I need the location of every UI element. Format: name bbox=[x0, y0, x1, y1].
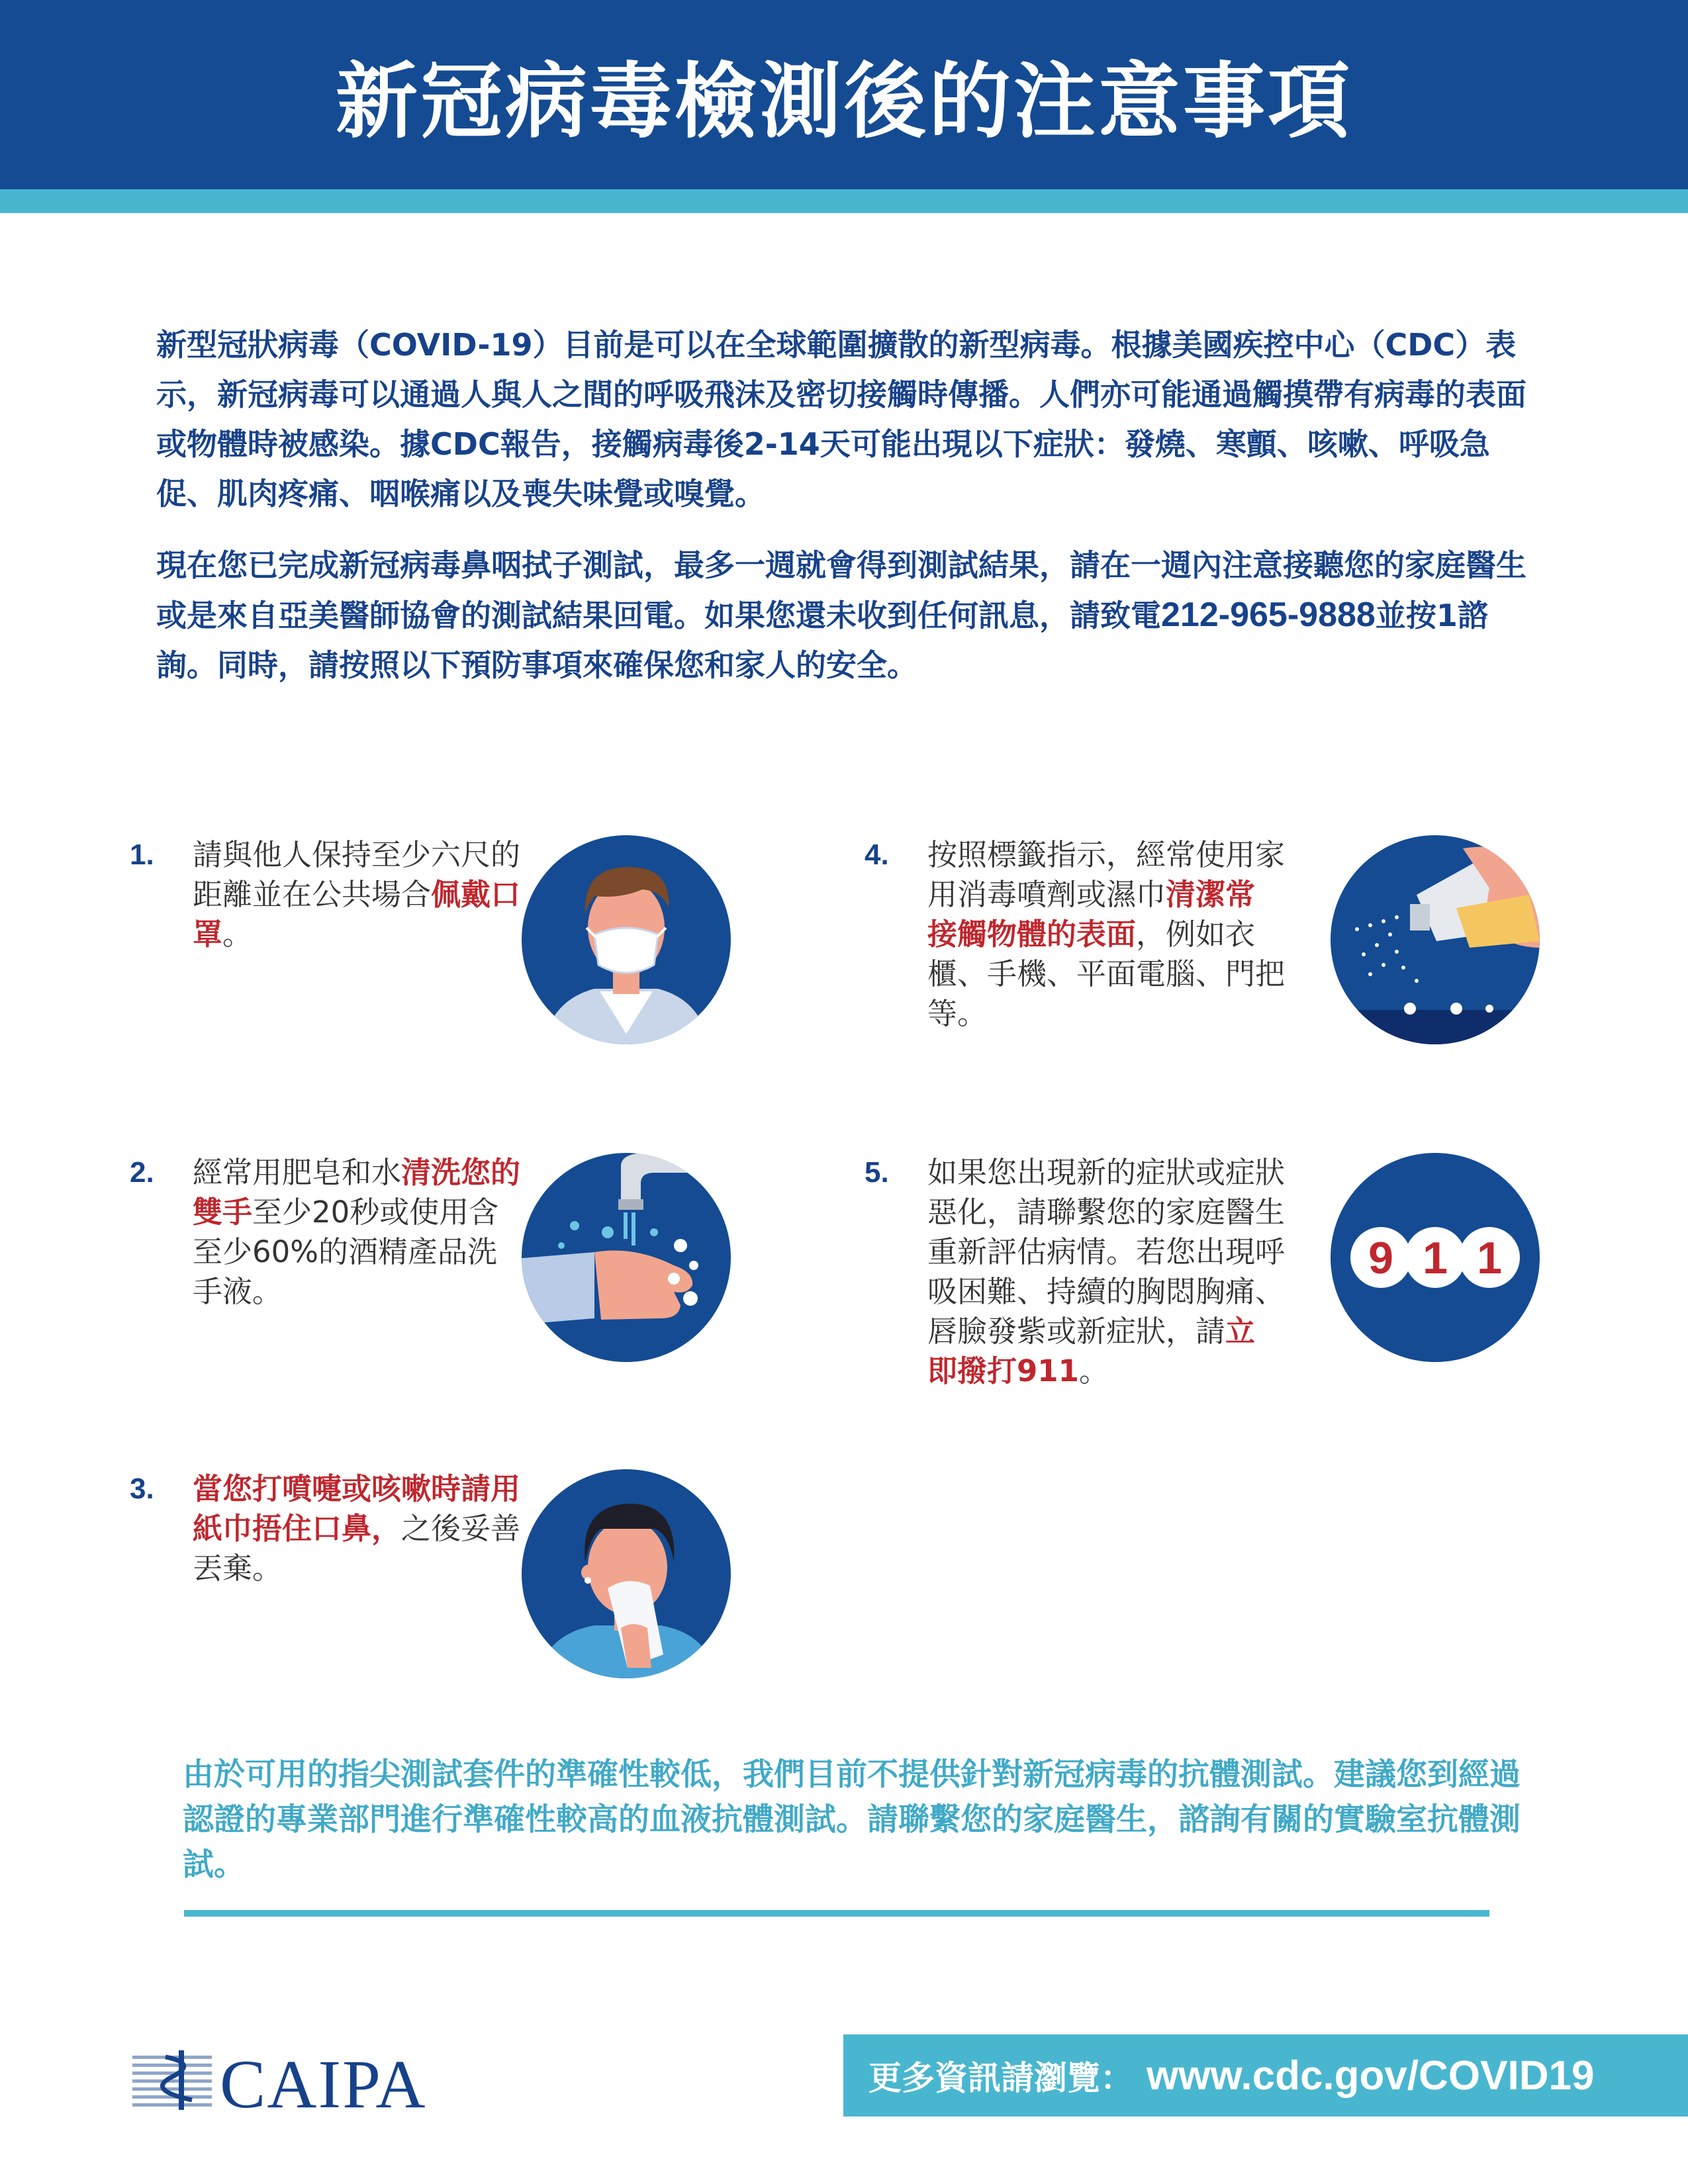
more-info-label: 更多資訊請瀏覽： bbox=[868, 2059, 1133, 2097]
intro-p2-text-a: 現在您已完成新冠病毒鼻咽拭子測試，最多一週就會得到測試結果，請在一週內注意接聽您的家庭醫生或是來自亞美醫師協會的測試結果回電。如果您還未收到任何訊息，請致電 bbox=[156, 547, 1526, 633]
tip-text-post: 至少20秒或使用含至少60%的酒精產品洗手液。 bbox=[193, 1195, 499, 1309]
caipa-logo bbox=[132, 2046, 530, 2122]
more-info-box bbox=[843, 2034, 1688, 2116]
disinfect-spray-icon bbox=[1331, 835, 1540, 1044]
tip-text bbox=[927, 1153, 1285, 1391]
tip-text bbox=[193, 835, 524, 954]
tip-text-pre: 按照標籤指示，經常使用家用消毒噴劑或濕巾 bbox=[927, 837, 1286, 912]
header-banner bbox=[0, 0, 1688, 189]
tip-number: 1. bbox=[130, 839, 154, 871]
digit-9: 9 bbox=[1368, 1233, 1393, 1283]
tip-text-highlight: 立即撥打911 bbox=[927, 1314, 1256, 1388]
tip-text-highlight: 佩戴口罩 bbox=[193, 877, 521, 952]
tip-number: 2. bbox=[130, 1156, 154, 1189]
intro-p2-text-b: 並按1諮詢。同時，請按照以下預防事項來確保您和家人的安全。 bbox=[156, 598, 1488, 683]
tip-text bbox=[927, 835, 1285, 1034]
tip-text bbox=[193, 1153, 524, 1312]
tip-item-2 bbox=[130, 1153, 726, 1391]
tip-item-5 bbox=[865, 1153, 1502, 1391]
tip-number: 4. bbox=[865, 839, 889, 871]
tissue-sneeze-icon bbox=[522, 1469, 731, 1678]
tip-item-4 bbox=[865, 835, 1460, 1073]
tip-text-pre: 請與他人保持至少六尺的距離並在公共場合 bbox=[193, 837, 521, 912]
tip-item-3 bbox=[130, 1469, 726, 1707]
tip-text-highlight: 清洗您的雙手 bbox=[193, 1155, 521, 1230]
caduceus-icon bbox=[132, 2050, 218, 2110]
divider-line bbox=[184, 1910, 1489, 1917]
tip-number: 5. bbox=[865, 1156, 889, 1189]
tip-item-1 bbox=[130, 835, 726, 1073]
tip-text-highlight: 清潔常接觸物體的表面 bbox=[927, 877, 1256, 952]
intro-paragraph-2 bbox=[156, 541, 1540, 690]
cdc-website-link[interactable]: www.cdc.gov/COVID19 bbox=[1147, 2052, 1595, 2099]
antibody-test-note: 由於可用的指尖測試套件的準確性較低，我們目前不提供針對新冠病毒的抗體測試。建議您到經過認證的專業部門進行準確性較高的血液抗體測試。請聯繫您的家庭醫生，諮詢有關的實驗室抗體測試。 bbox=[183, 1756, 1521, 1883]
tip-text-post: ，例如衣櫃、手機、平面電腦、門把等。 bbox=[927, 917, 1286, 1031]
tip-text-highlight: 當您打噴嚏或咳嗽時請用紙巾捂住口鼻， bbox=[193, 1471, 521, 1546]
logo-text: CAIPA bbox=[220, 2046, 427, 2122]
digit-1: 1 bbox=[1423, 1233, 1448, 1283]
tip-number: 3. bbox=[130, 1473, 154, 1505]
header-stripe bbox=[0, 189, 1688, 213]
emergency-911-icon bbox=[1331, 1153, 1540, 1362]
face-mask-icon bbox=[522, 835, 731, 1044]
tip-text-post: 之後妥善丟棄。 bbox=[193, 1511, 521, 1586]
tip-text-post: 。 bbox=[222, 917, 253, 952]
tip-text-pre: 經常用肥皂和水 bbox=[193, 1155, 402, 1190]
intro-paragraph-1: 新型冠狀病毒（COVID-19）目前是可以在全球範圍擴散的新型病毒。根據美國疾控中心（CDC）表示，新冠病毒可以通過人與人之間的呼吸飛沫及密切接觸時傳播。人們亦可能通過觸摸帶有病毒的表面或物體時被感染。據CDC報告，接觸病毒後2-14天可能出現以下症狀：發燒、寒顫、咳嗽、呼吸急促、肌肉疼痛、咽喉痛以及喪失味覺或嗅覺。 bbox=[156, 327, 1526, 512]
page-title: 新冠病毒檢測後的注意事項 bbox=[335, 54, 1352, 150]
digit-1-second: 1 bbox=[1477, 1233, 1502, 1283]
phone-number: 212-965-9888 bbox=[1161, 596, 1376, 634]
tip-text-pre: 如果您出現新的症狀或症狀惡化，請聯繫您的家庭醫生重新評估病情。若您出現呼吸困難、持續的胸悶胸痛、唇臉發紫或新症狀，請 bbox=[927, 1155, 1286, 1349]
hand-washing-icon bbox=[522, 1153, 731, 1362]
tip-text bbox=[193, 1469, 524, 1588]
tip-text-post: 。 bbox=[1078, 1353, 1109, 1388]
